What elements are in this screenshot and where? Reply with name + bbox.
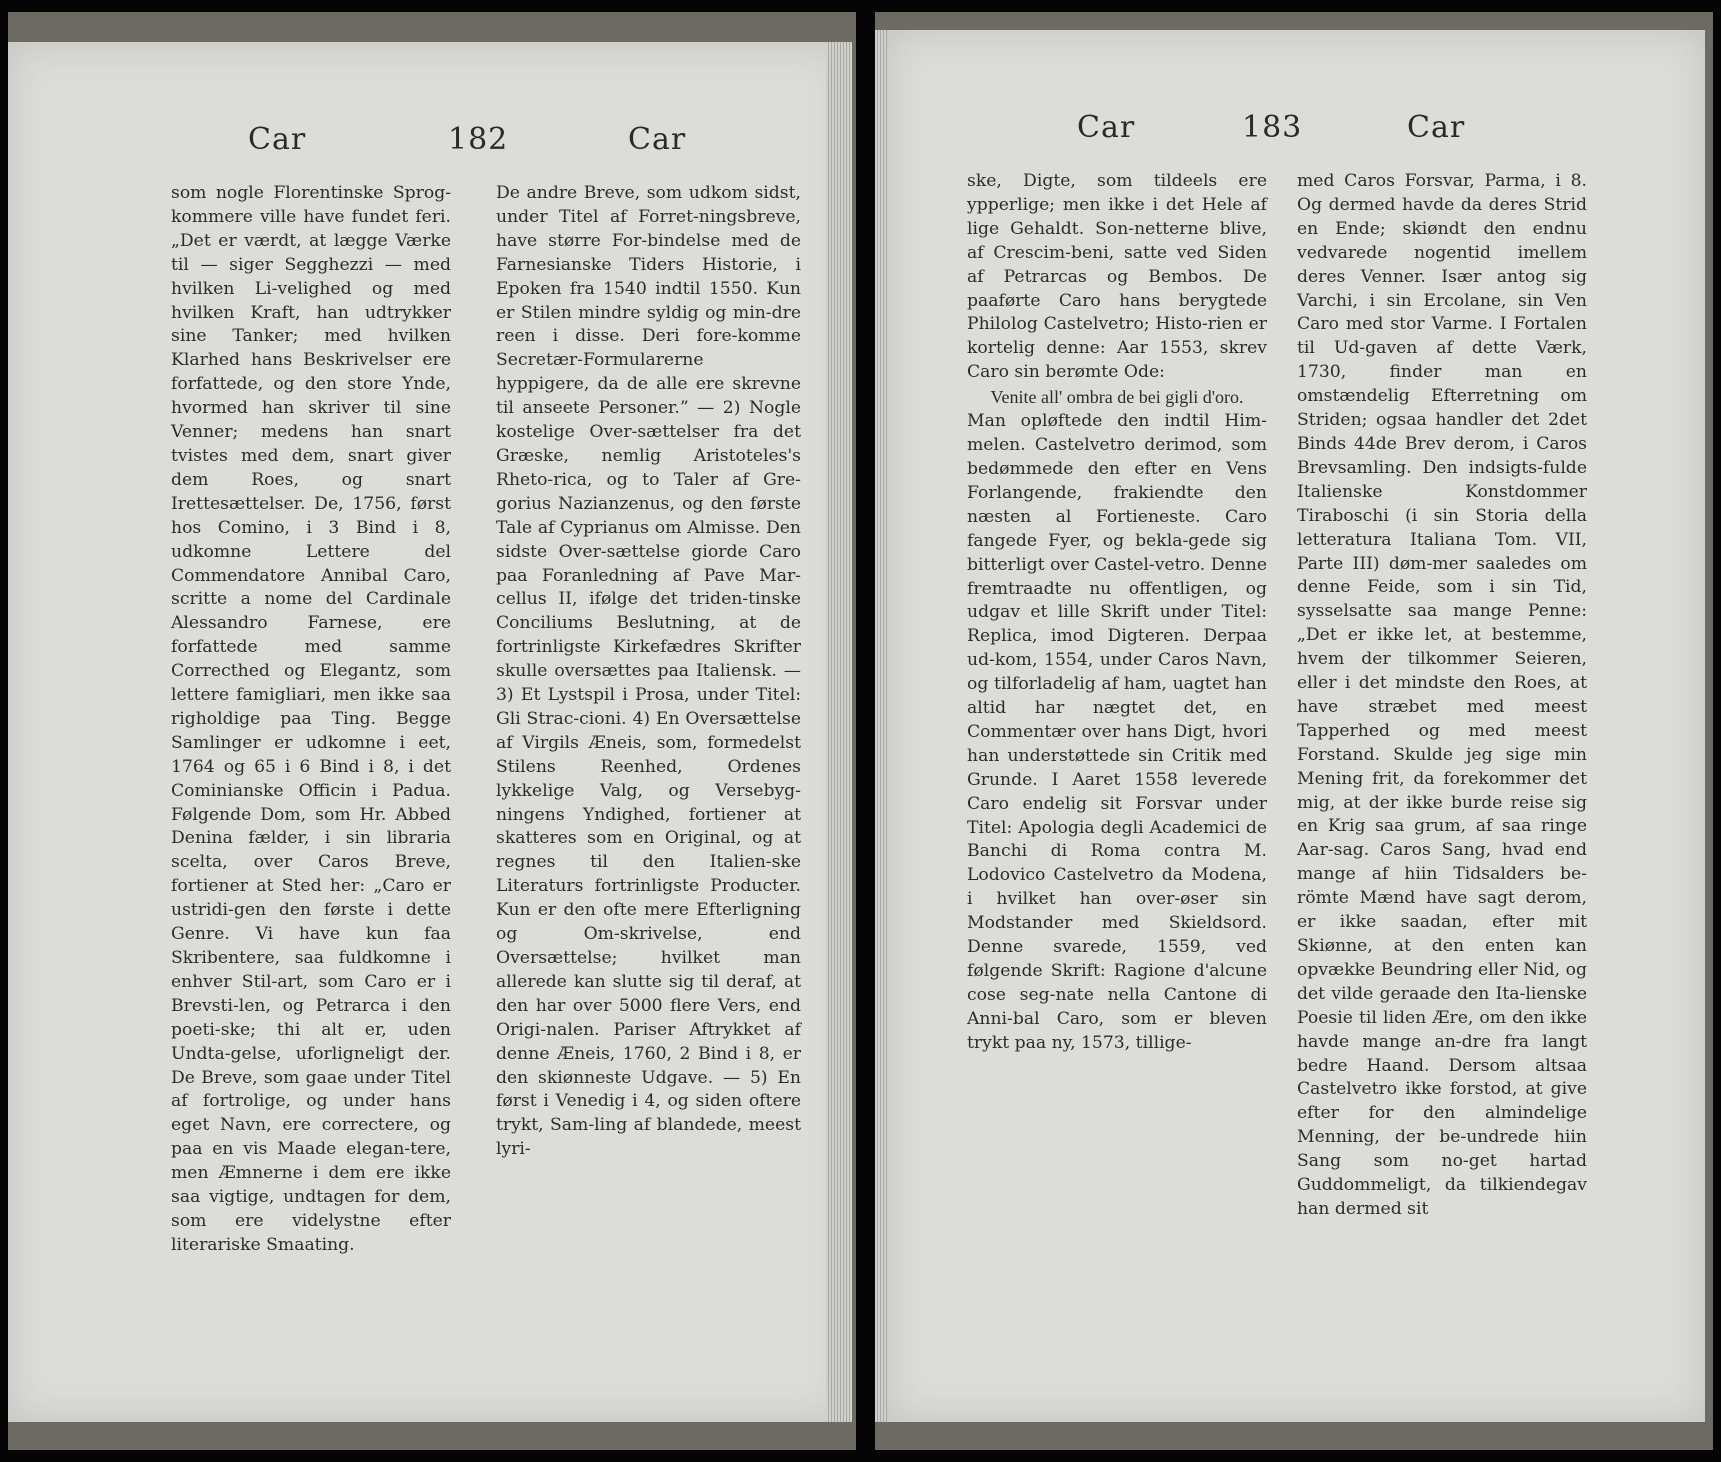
right-col1-text-bottom: Man opløftede den indtil Him-melen. Castelvetro derimod, som bedømmede den efter en Vens Forlangende, frakiendte den næsten al Fortieneste. Caro fangede Fyer, og bekla-gede sig bitterligt over Castel-vetro. Denne fremtraadte nu offentligen, og udgav et lille Skrift under Titel: Replica, imod Digteren. Derpaa ud-kom, 1554, under Caros Navn, og tilforladelig af ham, uagtet han altid har nægtet det, en Commentær over hans Digt, hvori han understøttede sin Critik med Grunde. I Aaret 1558 leverede Caro endelig sit Forsvar under Titel: Apologia degli Academici de Banchi di Roma contra M. Lodovico Castelvetro da Modena, i hvilket han over-øser sin Modstander med Skieldsord. Denne svarede, 1559, ved følgende Skrift: Ragione d'alcune cose seg-nate nella Cantone di Anni-bal Caro, som er bleven trykt paa ny, 1573, tillige- — [967, 411, 1267, 1053]
right-page-number: 183 — [1242, 110, 1303, 145]
left-page-scan — [8, 12, 856, 1450]
right-running-head-right: Car — [1407, 110, 1466, 145]
page-edge-stack — [826, 42, 852, 1422]
right-running-head-left: Car — [1077, 110, 1136, 145]
right-col2-text: med Caros Forsvar, Parma, i 8. Og dermed havde da deres Strid en Ende; skiøndt den endnu vedvarede nogentid imellem deres Venner. Især antog sig Varchi, i sin Ercolane, sin Ven Caro med stor Varme. I Fortalen til Ud-gaven af dette Værk, 1730, finder man en omstændelig Efterretning om Striden; ogsaa handler det 2det Binds 44de Brev derom, i Caros Brevsamling. Den indsigts-fulde Italienske Konstdommer Tiraboschi (i sin Storia della letteratura Italiana Tom. VII, Parte III) døm-mer saaledes om denne Feide, som i sin Tid, sysselsatte saa mange Penne: „Det er ikke let, at bestemme, hvem der tilkommer Seieren, eller i det mindste den Roes, at have stræbet med meest Tapperhed og med meest Forstand. Skulde jeg sige min Mening frit, da forekommer det mig, at der ikke burde reise sig en Krig saa grum, af saa ringe Aar-sag. Caros Sang, hvad end mange af hiin Tidsalders be-römte Mænd have sagt derom, er ikke saadan, efter mit Skiønne, at den enten kan opvække Beundring eller Nid, og det vilde geraade den Ita-lienske Poesie til liden Ære, om den ikke havde mange an-dre fra langt bedre Haand. Dersom altsaa Castelvetro ikke forstod, at give efter for den almindelige Menning, der be-undrede hiin Sang som no-get hartad Guddommeligt, da tilkiendegav han dermed sit — [1297, 171, 1587, 1219]
right-page-column-2 — [1297, 170, 1587, 1222]
left-col1-text: som nogle Florentinske Sprog-kommere ville have fundet feri. „Det er værdt, at lægge Værke til — siger Segghezzi — med hvilken Li-velighed og med hvilken Kraft, han udtrykker sine Tanker; med hvilken Klarhed hans Beskrivelser ere forfattede, og den store Ynde, hvormed han skriver til sine Venner; medens han snart tvistes med dem, snart giver dem Roes, og snart Irettesættelser. De, 1756, først hos Comino, i 3 Bind i 8, udkomne Lettere del Commendatore Annibal Caro, scritte a nome del Cardinale Alessandro Farnese, ere forfattede med samme Correcthed og Elegantz, som lettere famigliari, men ikke saa righoldige paa Ting. Begge Samlinger er udkomne i eet, 1764 og 65 i 6 Bind i 8, i det Cominianske Officin i Padua. Følgende Dom, som Hr. Abbed Denina fælder, i sin libraria scelta, over Caros Breve, fortiener at Sted her: „Caro er ustridi-gen den første i dette Genre. Vi have kun faa Skribentere, saa fuldkomne i enhver Stil-art, som Caro er i Brevsti-len, og Petrarca i den poeti-ske; thi alt er, uden Undta-gelse, uforligneligt der. De Breve, som gaae under Titel af fortrolige, og under hans eget Navn, ere correctere, og paa en vis Maade elegan-tere, men Æmnerne i dem ere ikke saa vigtige, undtagen for dem, som ere videlystne efter literariske Smaating. — [171, 183, 451, 1255]
left-page-number: 182 — [448, 122, 509, 157]
left-page-column-1 — [171, 182, 451, 1258]
right-col1-text-top: ske, Digte, som tildeels ere ypperlige; men ikke i det Hele af lige Gehaldt. Son-netterne blive, af Crescim-beni, satte ved Siden af Petrarcas og Bembos. De paaførte Caro hans berygtede Philolog Castelvetro; Histo-rien er kortelig denne: Aar 1553, skrev Caro sin berømte Ode: — [967, 171, 1267, 383]
left-running-head-left: Car — [248, 122, 307, 157]
ode-quote: Venite all' ombra de bei gigli d'oro. — [990, 387, 1244, 408]
left-page-column-2 — [496, 182, 801, 1162]
right-page-column-1 — [967, 170, 1267, 1056]
right-page-scan — [875, 12, 1713, 1450]
page-edge-stack — [875, 30, 887, 1422]
left-running-head-right: Car — [628, 122, 687, 157]
left-col2-text: De andre Breve, som udkom sidst, under Titel af Forret-ningsbreve, have større For-bindelse med de Farnesianske Tiders Historie, i Epoken fra 1540 indtil 1550. Kun er Stilen mindre syldig og min-dre reen i disse. Deri fore-komme Secretær-Formularerne hyppigere, da de alle ere skrevne til anseete Personer.” — 2) Nogle kostelige Over-sættelser fra det Græske, nemlig Aristoteles's Rheto-rica, og to Taler af Gre-gorius Nazianzenus, og den første Tale af Cyprianus om Almisse. Den sidste Over-sættelse giorde Caro paa Foranledning af Pave Mar-cellus II, ifølge det triden-tinske Conciliums Beslutning, at de fortrinligste Kirkefædres Skrifter skulle oversættes paa Italiensk. — 3) Et Lystspil i Prosa, under Titel: Gli Strac-cioni. 4) En Oversættelse af Virgils Æneis, som, formedelst Stilens Reenhed, Ordenes lykkelige Valg, og Versebyg-ningens Yndighed, fortiener at skatteres som en Original, og at regnes til den Italien-ske Literaturs fortrinligste Producter. Kun er den ofte mere Efterligning og Om-skrivelse, end Oversættelse; hvilket man allerede kan slutte sig til deraf, at den har over 5000 flere Vers, end Origi-nalen. Pariser Aftrykket af denne Æneis, 1760, 2 Bind i 8, er den skiønneste Udgave. — 5) En først i Venedig i 4, og siden oftere trykt, Sam-ling af blandede, meest lyri- — [496, 183, 801, 1160]
left-page — [8, 42, 849, 1422]
right-page — [887, 30, 1705, 1422]
